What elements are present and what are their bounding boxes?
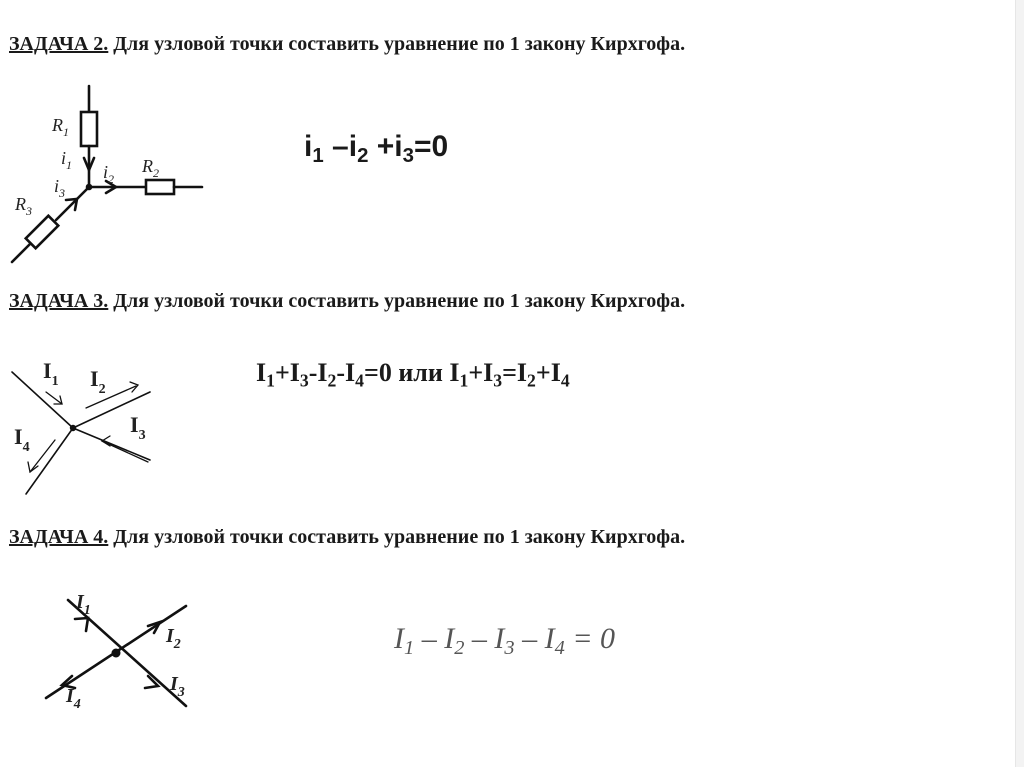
task3-current-line-i1: [46, 392, 62, 404]
task2-label-i3: $i_3$: [54, 176, 66, 200]
task3-label-i1: $I_1$: [43, 358, 59, 389]
task4-arrow-i1: [75, 618, 88, 631]
task3-text: Для узловой точки составить уравнение по 1 закону Кирхгофа.: [108, 290, 686, 312]
task3-label-i2: $I_2$: [90, 366, 106, 397]
task2-label-i2: $i_2$: [103, 162, 115, 186]
task2-wire-bottom-left: [12, 244, 30, 262]
task3-current-line-i3: [102, 441, 148, 462]
task4-heading: [9, 526, 685, 549]
task4-label-i1: $I_1$: [76, 591, 91, 618]
task3-current-line-i4: [30, 440, 55, 472]
task3-heading: [9, 290, 685, 313]
task3-label-i3: $I_3$: [130, 412, 146, 443]
task2-label-r1: $R_1$: [52, 115, 69, 139]
task4-equation: $I_1 - I_2 - I_3 - I_4 = 0$: [394, 622, 616, 660]
task3-node: [70, 425, 76, 431]
task2-label: ЗАДАЧА 2.: [9, 33, 109, 55]
task4-node: [112, 649, 121, 658]
task3-branch-i4: [26, 428, 73, 494]
task2-resistor-r2: [146, 180, 174, 194]
task3-label-i4: $I_4$: [14, 424, 30, 455]
task2-label-r2: $R_2$: [142, 156, 159, 180]
task4-label: ЗАДАЧА 4.: [9, 526, 109, 548]
task4-text: Для узловой точки составить уравнение по 1 закону Кирхгофа.: [108, 526, 686, 548]
task2-equation: $i_1$ $-i_2 +i_3=0$: [304, 130, 449, 168]
task2-node: [86, 184, 93, 191]
task2-label-i1: $i_1$: [61, 148, 73, 172]
task2-resistor-r1: [81, 112, 97, 146]
task4-label-i4: $I_4$: [66, 685, 81, 712]
task3-label: ЗАДАЧА 3.: [9, 290, 109, 312]
task3-equation: $I_1+I_3-I_2-I_4=0$ или $I_1+I_3=I_2+I_4$: [256, 358, 570, 391]
task2-text: Для узловой точки составить уравнение по 1 закону Кирхгофа.: [108, 33, 686, 55]
task4-label-i2: $I_2$: [166, 625, 181, 652]
task4-label-i3: $I_3$: [170, 673, 185, 700]
task2-label-r3: $R_3$: [15, 194, 32, 218]
